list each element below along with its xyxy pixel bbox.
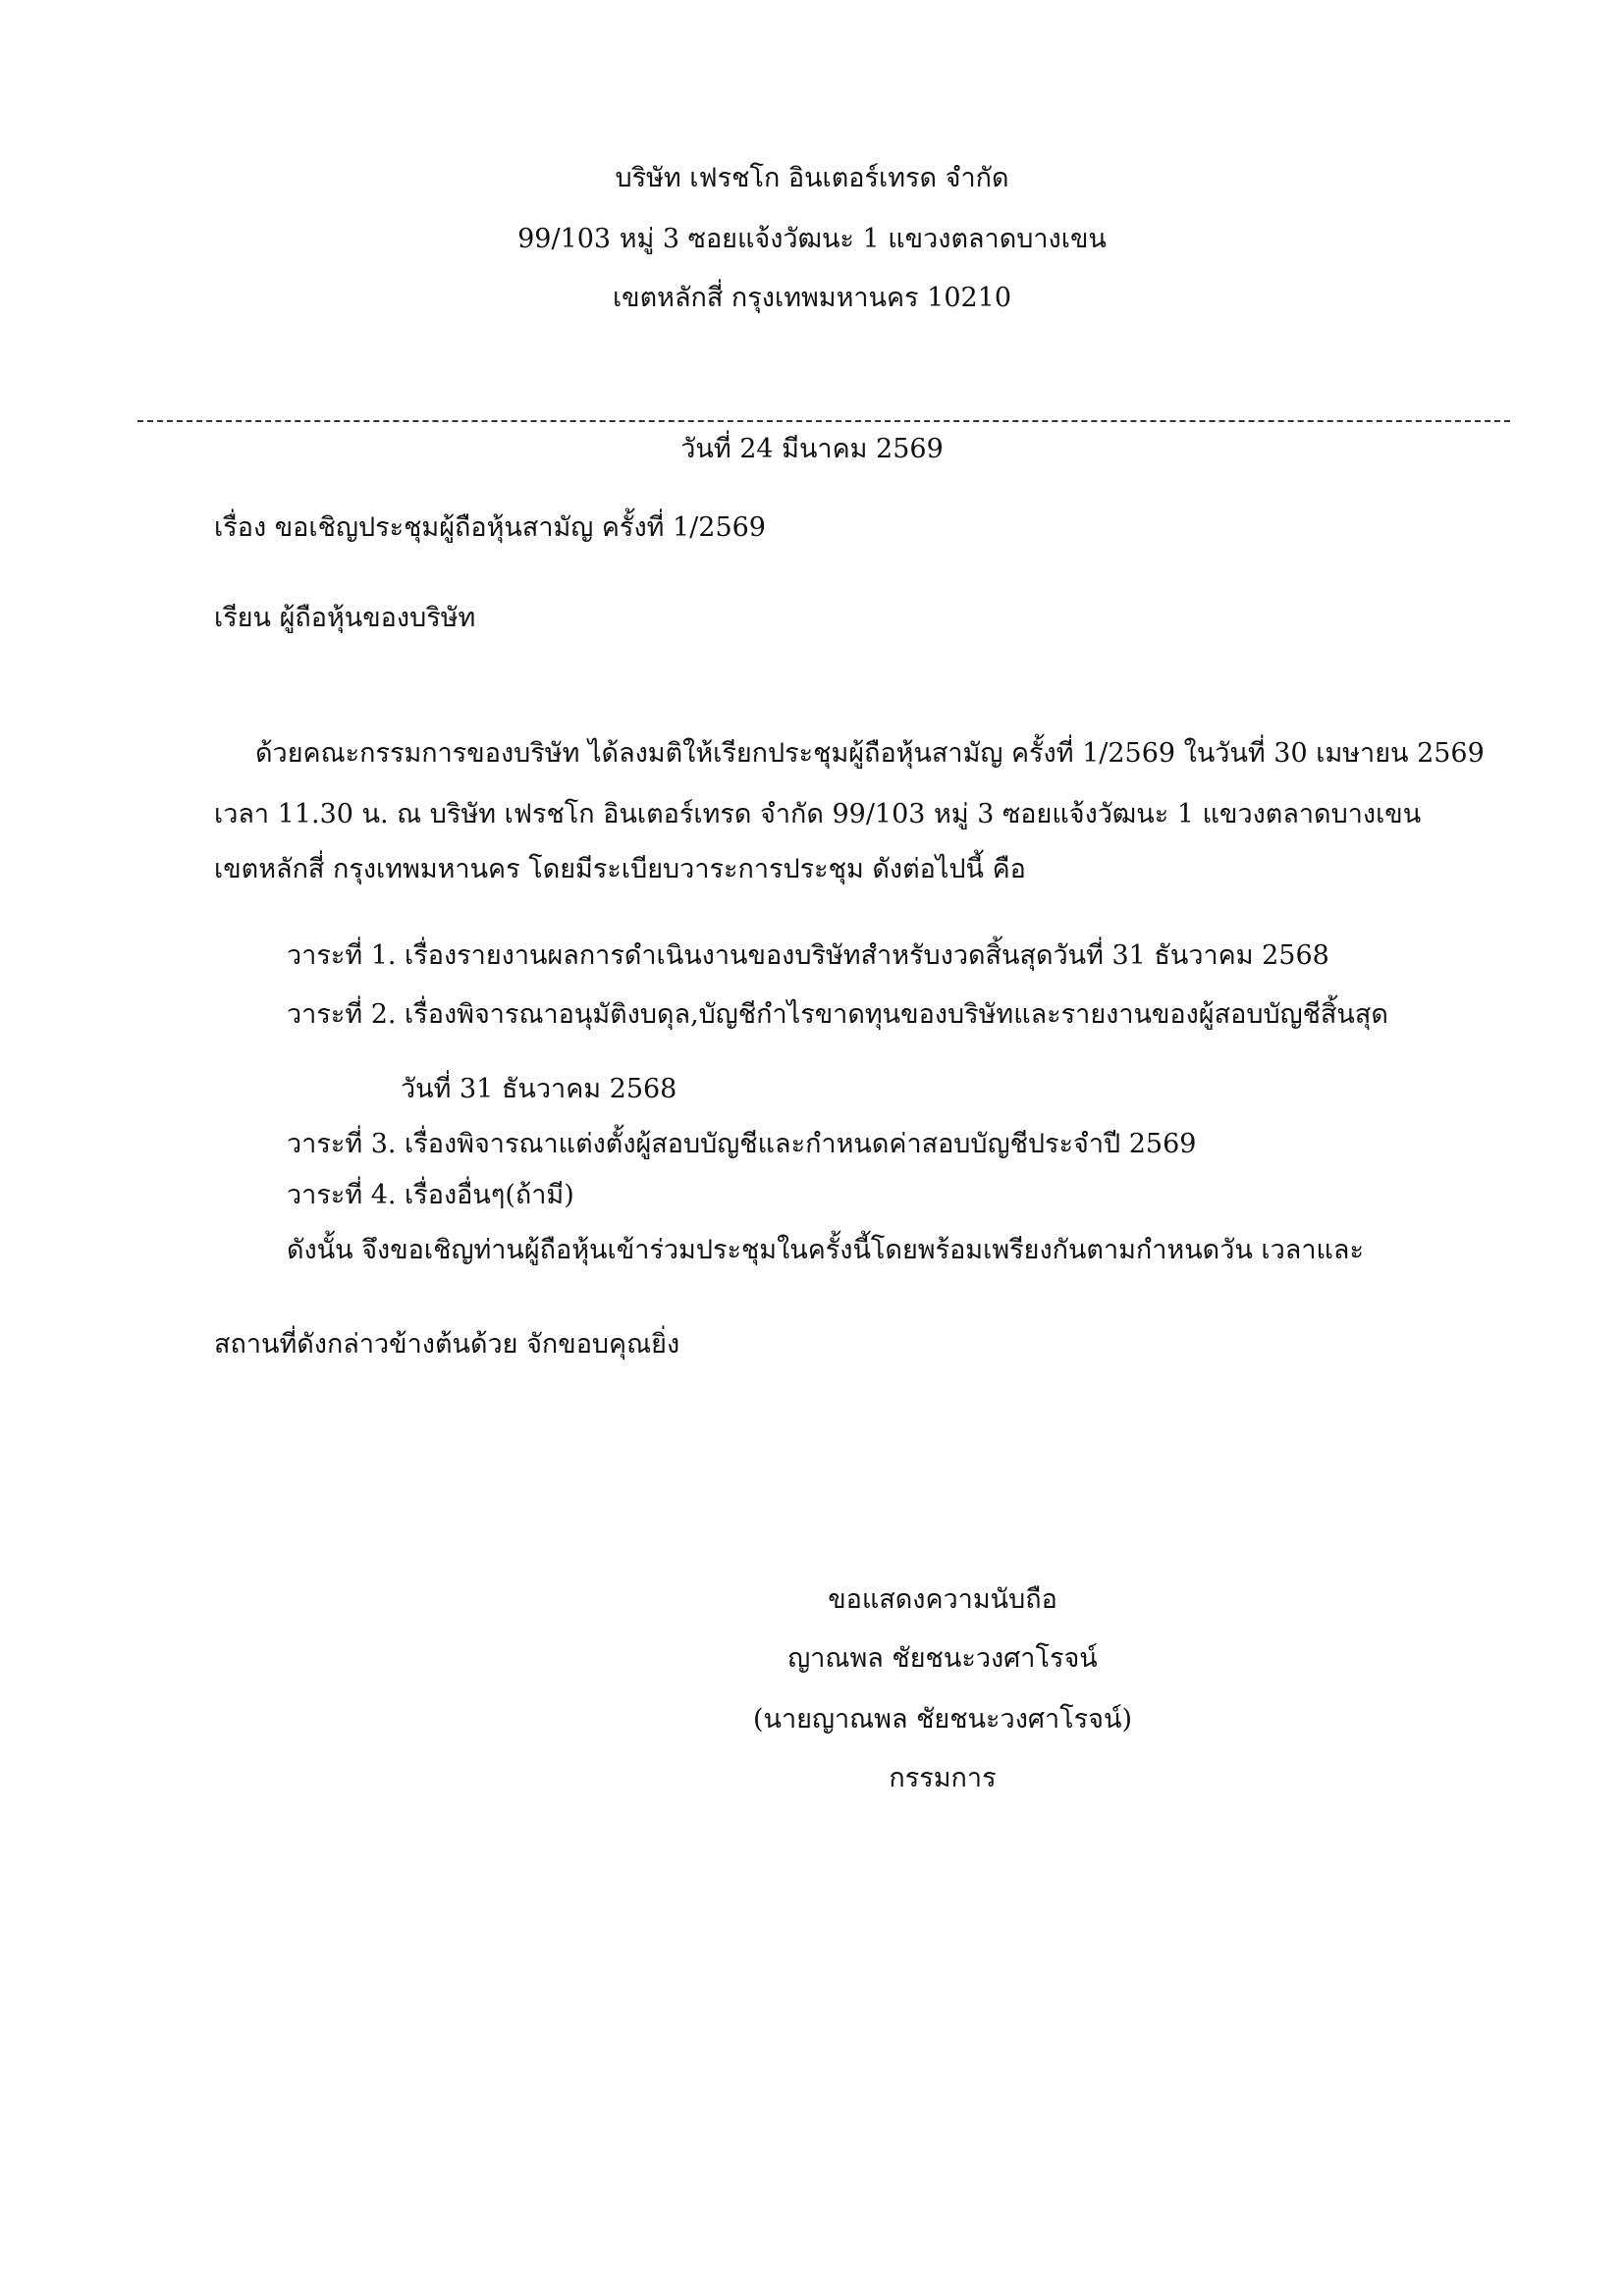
agenda-item-3: วาระที่ 3. เรื่องพิจารณาแต่งตั้งผู้สอบบัญชีและกำหนดค่าสอบบัญชีประจำปี 2569 (287, 1129, 1197, 1159)
letter-recipient: เรียน ผู้ถือหุ้นของบริษัท (214, 603, 476, 633)
body-line-3: เขตหลักสี่ กรุงเทพมหานคร โดยมีระเบียบวาระการประชุม ดังต่อไปนี้ คือ (214, 854, 1026, 884)
closing-line-1: ดังนั้น จึงขอเชิญท่านผู้ถือหุ้นเข้าร่วมประชุมในครั้งนี้โดยพร้อมเพรียงกันตามกำหนดวัน เวลาและ (287, 1235, 1364, 1265)
letter-date: วันที่ 24 มีนาคม 2569 (680, 434, 944, 464)
agenda-item-2: วาระที่ 2. เรื่องพิจารณาอนุมัติงบดุล,บัญชีกำไรขาดทุนของบริษัทและรายงานของผู้สอบบัญชีสิ้นสุด (287, 999, 1388, 1030)
signature-signed-name: ญาณพล ชัยชนะวงศาโรจน์ (787, 1643, 1098, 1674)
agenda-item-2-continued: วันที่ 31 ธันวาคม 2568 (401, 1074, 677, 1104)
body-line-1: ด้วยคณะกรรมการของบริษัท ได้ลงมติให้เรียกประชุมผู้ถือหุ้นสามัญ ครั้งที่ 1/2569 ในวันที่ 30 เมษายน 2569 (255, 738, 1485, 769)
closing-line-2: สถานที่ดังกล่าวข้างต้นด้วย จักขอบคุณยิ่ง (214, 1329, 680, 1360)
agenda-item-1: วาระที่ 1. เรื่องรายงานผลการดำเนินงานของบริษัทสำหรับงวดสิ้นสุดวันที่ 31 ธันวาคม 2568 (287, 940, 1329, 971)
body-line-2: เวลา 11.30 น. ณ บริษัท เฟรชโก อินเตอร์เทรด จำกัด 99/103 หมู่ 3 ซอยแจ้งวัฒนะ 1 แขวงตลาดบางเขน (214, 799, 1422, 829)
company-name: บริษัท เฟรชโก อินเตอร์เทรด จำกัด (615, 163, 1009, 193)
address-line-1: 99/103 หมู่ 3 ซอยแจ้งวัฒนะ 1 แขวงตลาดบางเขน (517, 224, 1107, 254)
address-line-2: เขตหลักสี่ กรุงเทพมหานคร 10210 (612, 283, 1012, 313)
agenda-item-4: วาระที่ 4. เรื่องอื่นๆ(ถ้ามี) (287, 1180, 574, 1210)
signature-salutation: ขอแสดงความนับถือ (828, 1584, 1057, 1615)
signature-position: กรรมการ (889, 1763, 997, 1793)
letter-subject: เรื่อง ขอเชิญประชุมผู้ถือหุ้นสามัญ ครั้งที่ 1/2569 (214, 512, 766, 543)
letterhead-divider (137, 420, 1510, 422)
signature-printed-name: (นายญาณพล ชัยชนะวงศาโรจน์) (752, 1704, 1132, 1735)
